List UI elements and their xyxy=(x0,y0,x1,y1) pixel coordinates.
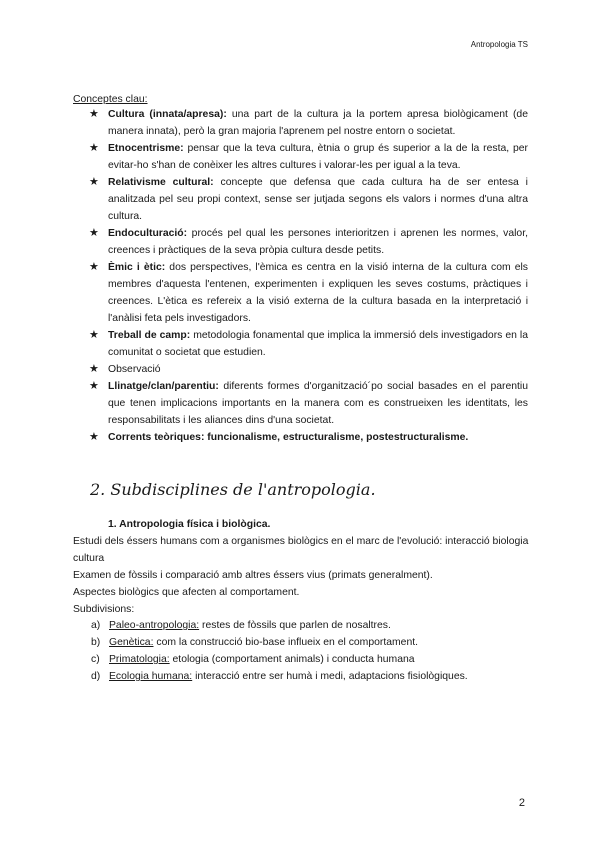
concept-definition: metodologia fonamental que implica la immersió dels investigadors en la comunitat o societat que estudien. xyxy=(108,330,529,358)
star-bullet-icon: ★ xyxy=(89,176,99,188)
subdivisions-list xyxy=(73,617,529,685)
subdivision-term: Paleo-antropologia: xyxy=(109,620,200,631)
subsection-heading: 1. Antropologia física i biològica. xyxy=(108,519,271,530)
concepts-title: Conceptes clau: xyxy=(73,94,148,105)
running-header: Antropologia TS xyxy=(470,40,528,49)
concepts-list xyxy=(73,106,528,446)
section-heading: 2. Subdisciplines de l'antropologia. xyxy=(90,480,376,499)
concept-definition: diferents formes d'organització´po social basades en el parentiu que tenen implicacions importants en la manera com es construeixen les identitats, les responsabilitats i les aliances dins d'una societat. xyxy=(108,381,528,426)
star-bullet-icon: ★ xyxy=(89,363,99,375)
list-item xyxy=(73,617,529,634)
subdivision-term: Genètica: xyxy=(109,637,154,648)
concept-term: Èmic i ètic: xyxy=(108,262,166,273)
star-bullet-icon: ★ xyxy=(89,380,99,392)
concept-definition: pensar que la teva cultura, ètnia o grup és superior a la de la resta, per evitar-ho s'han de conèixer les altres cultures i valorar-les per igual a la teva. xyxy=(108,143,528,171)
subdivision-description: com la construcció bio-base influeix en el comportament. xyxy=(153,637,418,648)
list-item xyxy=(73,327,528,361)
subdivision-description: interacció entre ser humà i medi, adaptacions fisiològiques. xyxy=(192,671,468,682)
star-bullet-icon: ★ xyxy=(89,227,99,239)
concept-term: Endoculturació: xyxy=(108,228,188,239)
concept-term: Llinatge/clan/parentiu: xyxy=(108,381,219,392)
list-marker: a) xyxy=(91,620,101,631)
star-bullet-icon: ★ xyxy=(89,108,99,120)
concept-term: Relativisme cultural: xyxy=(108,177,214,188)
list-item xyxy=(73,259,528,327)
list-marker: d) xyxy=(91,671,101,682)
list-item xyxy=(73,378,528,429)
concept-definition: dos perspectives, l'èmica es centra en la visió interna de la cultura com els membres d'aquesta l'entenen, experimenten i expliquen les seves costums, pràctiques i creences. L'ètica es refereix a la visió externa de la cultura basada en la interpretació i l'anàlisi feta pels investigadors. xyxy=(108,262,528,324)
concept-term: Corrents teòriques: funcionalisme, estructuralisme, postestructuralisme. xyxy=(108,432,469,443)
star-bullet-icon: ★ xyxy=(89,261,99,273)
list-item xyxy=(73,225,528,259)
concept-definition: concepte que defensa que cada cultura ha de ser entesa i analitzada pel seu propi context, sense ser jutjada segons els valors i normes d'una altra cultura. xyxy=(108,177,528,222)
concept-definition: una part de la cultura ja la portem apresa biològicament (de manera innata), però la gran majoria l'aprenem pel nostre entorn o societat. xyxy=(108,109,528,137)
paragraph: Examen de fòssils i comparació amb altres éssers vius (primats generalment). xyxy=(73,570,433,581)
concept-term: Treball de camp: xyxy=(108,330,191,341)
subdivision-description: etologia (comportament animals) i conducta humana xyxy=(169,654,415,665)
concept-definition: procés pel qual les persones interioritzen i aprenen les normes, valor, creences i pràctiques de la seva pròpia cultura desde petits. xyxy=(108,228,528,256)
list-marker: c) xyxy=(91,654,100,665)
list-item xyxy=(73,106,528,140)
star-bullet-icon: ★ xyxy=(89,431,99,443)
concept-term: Cultura (innata/apresa): xyxy=(108,109,227,120)
list-item xyxy=(73,140,528,174)
paragraph: Estudi dels éssers humans com a organismes biològics en el marc de l'evolució: interacció biologia cultura xyxy=(73,536,529,564)
page-number: 2 xyxy=(518,797,525,809)
list-item xyxy=(73,361,528,378)
body-text xyxy=(73,533,529,618)
star-bullet-icon: ★ xyxy=(89,142,99,154)
paragraph: Aspectes biològics que afecten al comportament. xyxy=(73,587,300,598)
star-bullet-icon: ★ xyxy=(89,329,99,341)
concept-term: Etnocentrisme: xyxy=(108,143,184,154)
paragraph: Subdivisions: xyxy=(73,604,135,615)
list-item xyxy=(73,634,529,651)
list-marker: b) xyxy=(91,637,101,648)
subdivision-term: Ecologia humana: xyxy=(109,671,193,682)
concept-definition: Observació xyxy=(108,364,161,375)
list-item xyxy=(73,429,528,446)
subdivision-description: restes de fòssils que parlen de nosaltres. xyxy=(199,620,391,631)
list-item xyxy=(73,174,528,225)
list-item xyxy=(73,651,529,668)
list-item xyxy=(73,668,529,685)
subdivision-term: Primatologia: xyxy=(109,654,170,665)
